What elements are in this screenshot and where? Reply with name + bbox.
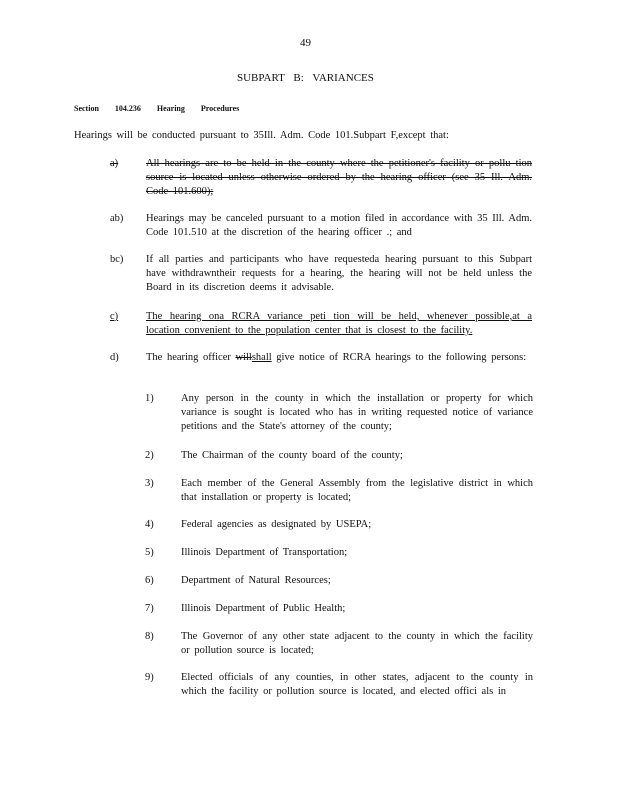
item-label: c) <box>110 311 119 322</box>
list-item <box>110 212 540 242</box>
sub-item-text: Department of Natural Resources; <box>181 575 331 586</box>
item-text-segment: shall <box>251 352 272 363</box>
item-text <box>146 212 532 240</box>
sub-item-text: Illinois Department of Transportation; <box>181 547 348 558</box>
sub-item-label: 2) <box>145 450 154 461</box>
item-text-segment: give notice of RCRA hearings to the following persons: <box>271 352 527 363</box>
list-item <box>110 310 540 340</box>
item-text-segment: Hearings may be canceled pursuant to a motion filed in accordance with 35 Ill. Adm. Code 101.510 at the discretion of the hearing officer <box>146 213 532 238</box>
list-item <box>110 351 540 381</box>
item-text <box>146 157 532 199</box>
item-text <box>146 310 532 338</box>
sub-item-label: 3) <box>145 478 154 489</box>
item-text-segment: will <box>235 352 252 363</box>
item-label: a) <box>110 158 119 169</box>
sub-item-text: Elected officials of any counties, in other states, adjacent to the county in which the facility or pollution source is located, and elected offici als in <box>181 672 533 697</box>
sub-item-text: Federal agencies as designated by USEPA; <box>181 519 372 530</box>
sub-item-text: Illinois Department of Public Health; <box>181 603 346 614</box>
sub-item-label: 6) <box>145 575 154 586</box>
sub-item-text: Any person in the county in which the installation or property for which variance is sought is located who has in writing requested notice of variance petitions and the State's attorney of the county; <box>181 393 533 432</box>
sub-item-label: 8) <box>145 631 154 642</box>
item-label: bc) <box>110 254 124 265</box>
sub-item-text: Each member of the General Assembly from the legislative district in which that installation or property is located; <box>181 478 533 503</box>
section-heading: Section 104.236 Hearing Procedures <box>74 104 240 113</box>
item-text-segment: .; and <box>381 227 412 238</box>
item-label: ab) <box>110 213 124 224</box>
sub-item-text: The Governor of any other state adjacent to the county in which the facility or pollution source is located; <box>181 631 533 656</box>
page-number: 49 <box>300 37 311 49</box>
item-text <box>146 253 532 295</box>
item-text <box>146 351 532 365</box>
sub-item-label: 4) <box>145 519 154 530</box>
item-text-segment: The hearing officer <box>146 352 236 363</box>
sub-item-label: 7) <box>145 603 154 614</box>
sub-item-text: The Chairman of the county board of the county; <box>181 450 403 461</box>
item-text-segment: The hearing ona RCRA variance peti tion will be held, whenever possible,at a location convenient to the population center that is closest to the facility. <box>146 311 532 336</box>
intro-paragraph: Hearings will be conducted pursuant to 35Ill. Adm. Code 101.Subpart F,except that: <box>74 130 449 141</box>
sub-item-label: 9) <box>145 672 154 683</box>
list-item <box>110 253 540 297</box>
item-label: d) <box>110 352 119 363</box>
list-item <box>110 157 540 201</box>
sub-item-label: 5) <box>145 547 154 558</box>
sub-item-label: 1) <box>145 393 154 404</box>
subpart-title: SUBPART B: VARIANCES <box>237 72 374 84</box>
item-text-segment: All hearings are to be held in the county where the petitioner's facility or pollu tion source is located unless otherwise ordered by the hearing officer (see 35 Ill. Adm. Code 101.600); <box>146 158 532 197</box>
item-text-segment: If all parties and participants who have requesteda hearing pursuant to this Subpart have withdrawntheir requests for a hearing, the hearing will not be held unless the Board in its discretion deems it advisable. <box>146 254 532 293</box>
